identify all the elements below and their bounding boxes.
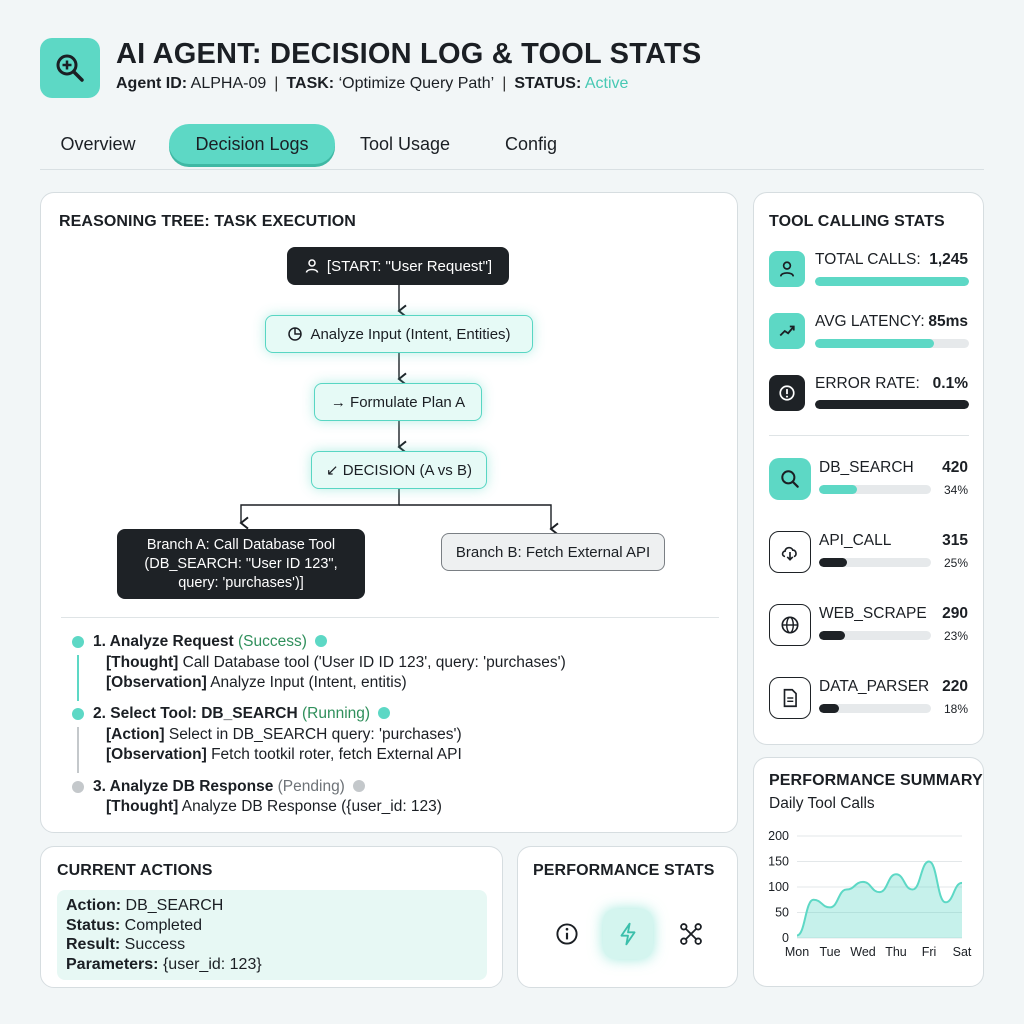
total-calls-bar xyxy=(815,277,969,286)
current-actions-title: CURRENT ACTIONS xyxy=(57,862,213,879)
error-rate-bar xyxy=(815,400,969,409)
performance-summary-card xyxy=(753,757,984,987)
log-step-title: 1. Analyze Request xyxy=(93,633,234,650)
db-search-bar xyxy=(819,485,931,494)
log-text: Call Database tool ('User ID ID 123', query: 'purchases') xyxy=(178,654,566,671)
node-branch-b[interactable]: Branch B: Fetch External API xyxy=(441,533,665,571)
branch-a-line-3: query: 'purchases')] xyxy=(178,575,304,591)
web-scrape-fill xyxy=(819,631,845,640)
network-icon xyxy=(679,922,703,946)
log-text: Analyze Input (Intent, entitis) xyxy=(206,674,407,691)
error-rate-badge xyxy=(769,375,805,411)
bolt-icon xyxy=(617,922,639,946)
total-calls-label: TOTAL CALLS: xyxy=(815,251,921,268)
task-value: ‘Optimize Query Path’ xyxy=(338,75,495,92)
data-parser-pct: 18% xyxy=(943,702,968,716)
log-step-dot xyxy=(72,708,84,720)
db-search-fill xyxy=(819,485,857,494)
tool-stats-card xyxy=(753,192,984,745)
node-start[interactable] xyxy=(287,247,509,285)
log-connector xyxy=(77,655,79,701)
action-row-value: {user_id: 123} xyxy=(158,956,262,973)
branch-a-line-2: (DB_SEARCH: "User ID 123", xyxy=(144,556,338,572)
log-step-dot xyxy=(72,781,84,793)
user-icon xyxy=(778,260,796,278)
log-step-2-title xyxy=(93,704,390,724)
performance-stats-title: PERFORMANCE STATS xyxy=(533,862,715,879)
web-scrape-count: 290 xyxy=(942,605,968,622)
stats-divider xyxy=(769,435,969,436)
data-parser-bar xyxy=(819,704,931,713)
task-label: TASK: xyxy=(286,75,335,92)
latency-value: 85ms xyxy=(928,313,968,330)
log-step-3-line-1 xyxy=(106,797,442,817)
action-row-value: Completed xyxy=(120,917,203,934)
current-actions-card xyxy=(40,846,503,988)
web-scrape-bar xyxy=(819,631,931,640)
performance-summary-title: PERFORMANCE SUMMARY xyxy=(769,772,983,789)
data-parser-count: 220 xyxy=(942,678,968,695)
action-row-label: Status: xyxy=(66,917,121,934)
log-connector xyxy=(77,727,79,773)
log-step-state: (Running) xyxy=(302,705,371,722)
search-plus-icon xyxy=(53,51,87,85)
latency-fill xyxy=(815,339,934,348)
pie-chart-icon xyxy=(287,326,303,342)
tab-bar xyxy=(40,124,984,170)
log-step-1-line-2 xyxy=(106,673,407,693)
log-tag: [Thought] xyxy=(106,654,179,671)
api-call-badge xyxy=(769,531,811,573)
log-text: Fetch tootkil roter, fetch External API xyxy=(206,746,462,763)
agent-id: ALPHA-09 xyxy=(190,75,267,92)
data-parser-badge xyxy=(769,677,811,719)
daily-tool-calls-chart xyxy=(754,820,983,986)
tab-decision-logs[interactable]: Decision Logs xyxy=(169,124,335,164)
page-title: AI AGENT: DECISION LOG & TOOL STATS xyxy=(116,38,702,70)
search-icon xyxy=(779,468,801,490)
status-value: Active xyxy=(584,75,629,92)
log-step-dot xyxy=(72,636,84,648)
y-tick-label: 100 xyxy=(768,880,789,894)
chart-area xyxy=(797,862,962,939)
latency-badge xyxy=(769,313,805,349)
db-search-badge xyxy=(769,458,811,500)
log-step-state: (Pending) xyxy=(277,778,345,795)
user-icon xyxy=(304,258,320,274)
x-tick-label: Fri xyxy=(921,945,937,959)
document-icon xyxy=(779,687,801,709)
node-formulate-plan[interactable]: → Formulate Plan A xyxy=(314,383,482,421)
y-tick-label: 50 xyxy=(775,905,789,920)
web-scrape-badge xyxy=(769,604,811,646)
log-step-1-line-1 xyxy=(106,653,566,673)
log-state-dot xyxy=(353,780,365,792)
api-call-label: API_CALL xyxy=(819,532,892,549)
globe-icon xyxy=(779,614,801,636)
action-row-label: Result: xyxy=(66,936,121,953)
error-rate-fill xyxy=(815,400,969,409)
action-row xyxy=(66,935,185,955)
bolt-button[interactable] xyxy=(603,909,653,959)
action-row xyxy=(66,916,202,936)
log-state-dot xyxy=(378,707,390,719)
tree-divider xyxy=(61,617,719,618)
reasoning-tree-card xyxy=(40,192,738,833)
total-calls-fill xyxy=(815,277,969,286)
node-analyze-label: Analyze Input (Intent, Entities) xyxy=(310,325,511,343)
api-call-pct: 25% xyxy=(943,556,968,570)
action-row xyxy=(66,896,223,916)
agent-id-label: Agent ID: xyxy=(116,75,188,92)
api-call-count: 315 xyxy=(942,532,968,549)
log-tag: [Thought] xyxy=(106,798,179,815)
x-tick-label: Wed xyxy=(850,945,876,959)
network-button[interactable] xyxy=(678,921,704,947)
action-row xyxy=(66,955,262,975)
log-tag: [Observation] xyxy=(106,746,207,763)
log-step-2-line-2 xyxy=(106,745,462,765)
log-step-state: (Success) xyxy=(238,633,307,650)
status-label: STATUS: xyxy=(514,75,582,92)
y-tick-label: 0 xyxy=(782,931,789,945)
error-rate-label: ERROR RATE: xyxy=(815,375,920,392)
tab-overview[interactable]: Overview xyxy=(60,133,136,154)
latency-bar xyxy=(815,339,969,348)
log-step-title: 3. Analyze DB Response xyxy=(93,778,274,795)
tab-config[interactable]: Config xyxy=(504,133,558,154)
api-call-bar xyxy=(819,558,931,567)
node-analyze-input[interactable] xyxy=(265,315,533,353)
latency-label: AVG LATENCY: xyxy=(815,313,925,330)
action-row-value: Success xyxy=(120,936,186,953)
tab-tool-usage[interactable]: Tool Usage xyxy=(359,133,451,154)
x-tick-label: Tue xyxy=(819,945,841,959)
api-call-fill xyxy=(819,558,847,567)
cloud-download-icon xyxy=(779,541,801,563)
web-scrape-label: WEB_SCRAPE xyxy=(819,605,927,622)
log-state-dot xyxy=(315,635,327,647)
log-step-1-title xyxy=(93,632,327,652)
y-tick-label: 200 xyxy=(768,829,789,843)
node-decision[interactable]: ↙ DECISION (A vs B) xyxy=(311,451,487,489)
reasoning-tree-title: REASONING TREE: TASK EXECUTION xyxy=(59,213,356,230)
action-row-label: Parameters: xyxy=(66,956,159,973)
data-parser-label: DATA_PARSER xyxy=(819,678,930,695)
trend-up-icon xyxy=(778,322,796,340)
x-tick-label: Mon xyxy=(784,945,810,959)
node-start-label: [START: "User Request"] xyxy=(326,257,493,275)
log-step-3-title xyxy=(93,777,365,797)
error-rate-value: 0.1% xyxy=(932,375,968,392)
y-tick-label: 150 xyxy=(768,854,789,869)
info-button[interactable] xyxy=(554,921,580,947)
action-row-value: DB_SEARCH xyxy=(121,897,224,914)
x-tick-label: Thu xyxy=(885,945,907,959)
db-search-count: 420 xyxy=(942,459,968,476)
tool-stats-title: TOOL CALLING STATS xyxy=(769,213,945,230)
log-text: Analyze DB Response ({user_id: 123) xyxy=(178,798,442,815)
db-search-label: DB_SEARCH xyxy=(819,459,914,476)
alert-icon xyxy=(778,384,796,402)
log-tag: [Action] xyxy=(106,726,165,743)
log-text: Select in DB_SEARCH query: 'purchases') xyxy=(164,726,462,743)
performance-stats-card xyxy=(517,846,738,988)
db-search-pct: 34% xyxy=(943,483,968,497)
log-tag: [Observation] xyxy=(106,674,207,691)
node-branch-a[interactable] xyxy=(117,529,365,599)
total-calls-badge xyxy=(769,251,805,287)
app-logo xyxy=(40,38,100,98)
chart-subtitle: Daily Tool Calls xyxy=(769,795,875,812)
agent-meta: Agent ID: ALPHA-09 | TASK: ‘Optimize Query Path’ | STATUS: Active xyxy=(116,75,629,92)
data-parser-fill xyxy=(819,704,839,713)
info-icon xyxy=(555,922,579,946)
branch-a-line-1: Branch A: Call Database Tool xyxy=(146,537,336,553)
action-row-label: Action: xyxy=(66,897,122,914)
log-step-title: 2. Select Tool: DB_SEARCH xyxy=(93,705,298,722)
x-tick-label: Sat xyxy=(952,945,972,959)
total-calls-value: 1,245 xyxy=(929,251,968,268)
log-step-2-line-1 xyxy=(106,725,462,745)
web-scrape-pct: 23% xyxy=(943,629,968,643)
